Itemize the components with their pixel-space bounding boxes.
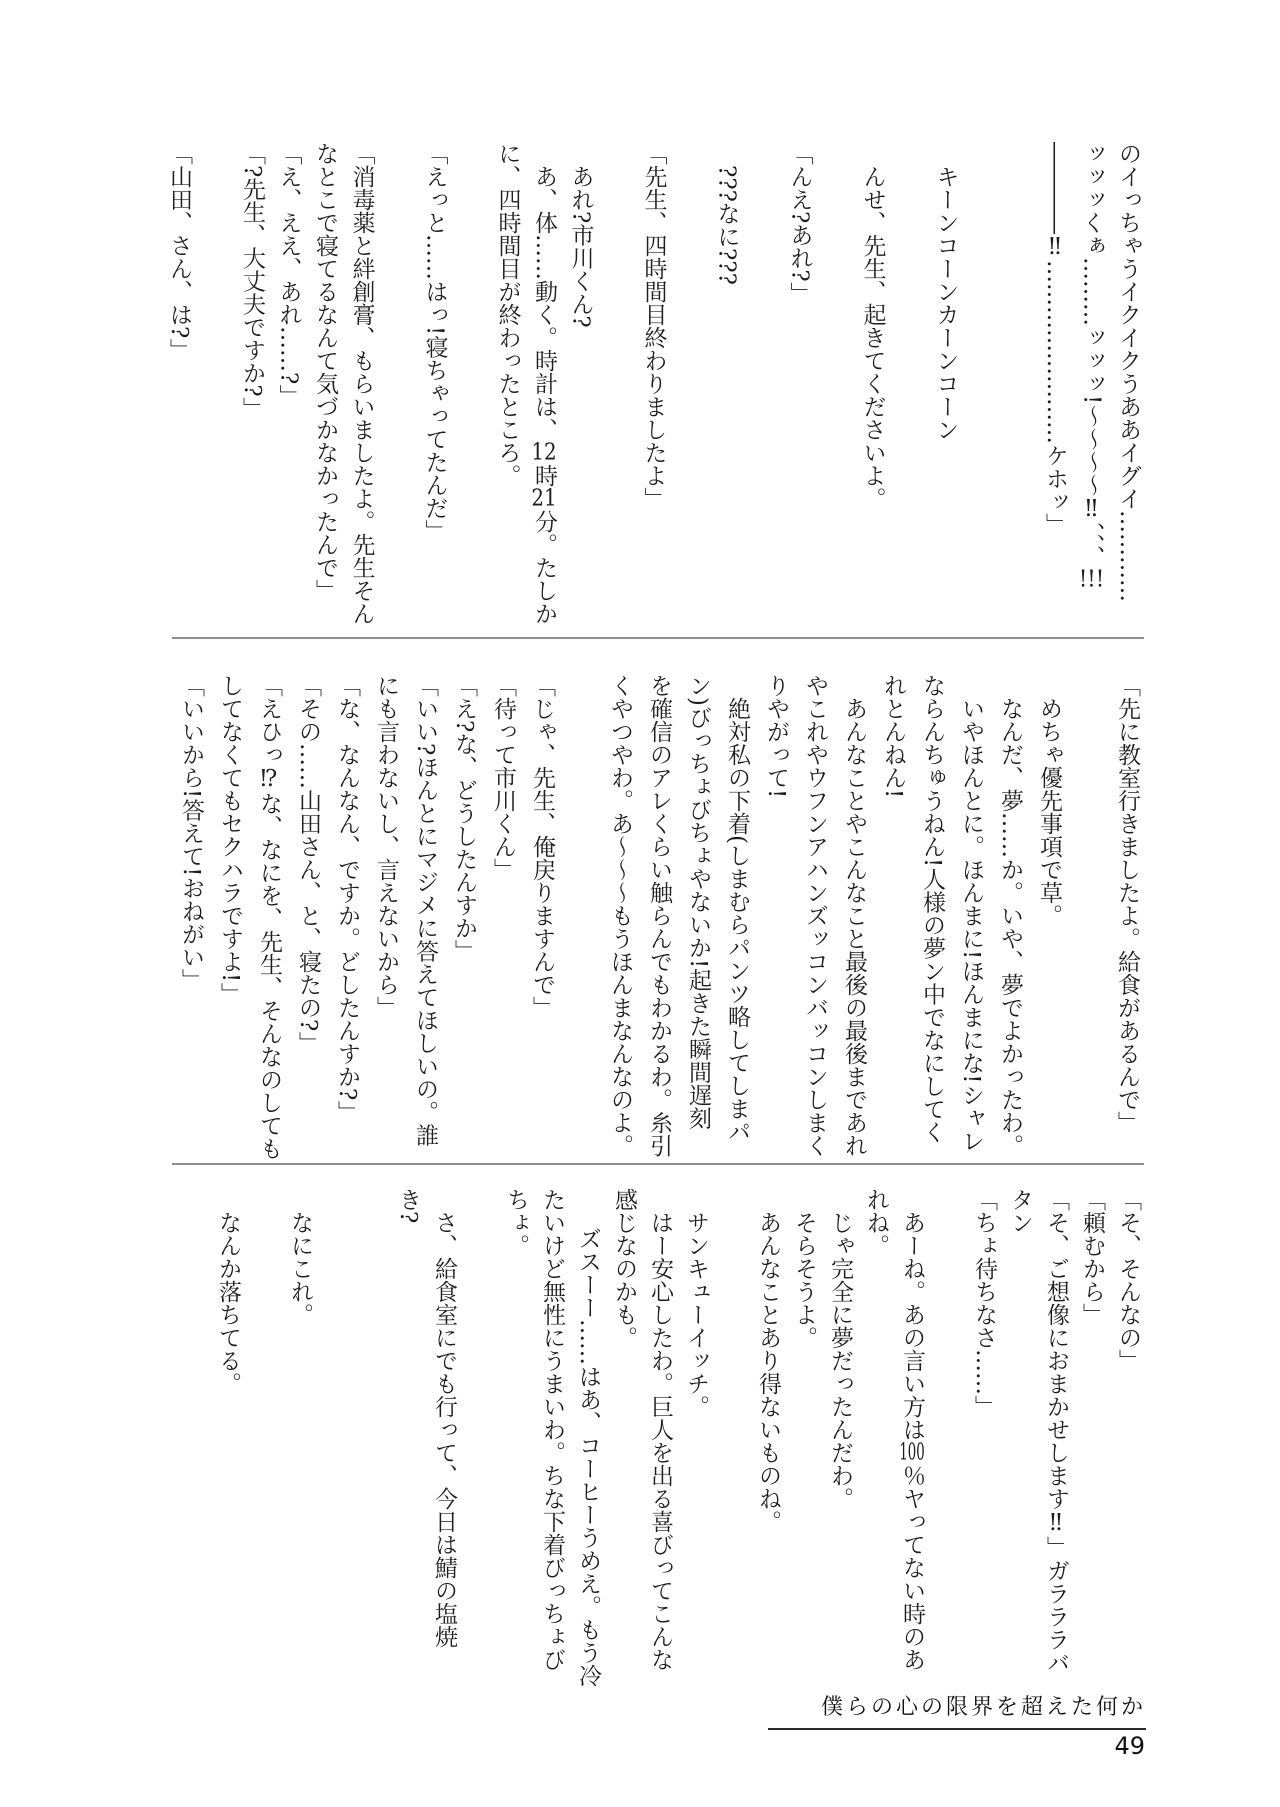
text-column: してなくてもセクハラですよ!」 <box>217 674 243 1006</box>
text-column: 感じなのかも。 <box>611 1188 637 1349</box>
blank-column <box>745 142 782 639</box>
text-column: ならんちゅうねん!人様の夢ン中でなにしてく <box>919 674 945 1144</box>
book-title: 僕らの心の限界を超えた何か <box>768 1690 1146 1730</box>
page-number: 49 <box>1114 1732 1145 1760</box>
text-column: そらそうよ。 <box>791 1211 817 1349</box>
text-column: 「ちょ待ちなさ……」 <box>971 1188 997 1418</box>
text-column: れとんねん! <box>880 674 906 799</box>
text-column: たいけど無性にうまいわ。ちな下着びっちょび <box>539 1188 565 1671</box>
blank-column <box>197 142 234 639</box>
text-column: 「えひっ⁉な、なにを、先生、そんなのしても <box>256 674 282 1160</box>
text-column: 「んえ?あれ?」 <box>786 142 813 305</box>
text-column: ???なに??? <box>713 165 740 285</box>
text-column: めちゃ優先事項で草。 <box>1036 697 1062 927</box>
text-column: ――――‼……………………ケホッ」 <box>1042 142 1068 536</box>
text-column: 「な、なんなん、ですか。どしたんすか?」 <box>334 674 360 1124</box>
text-column: んせ、先生、起きてくださいよ。 <box>859 165 886 510</box>
text-column: くやつやわ。あ〜〜〜もうほんまなんなのよ。 <box>607 674 633 1157</box>
text-column: にも言わないし、言えないから」 <box>373 674 399 1019</box>
text-column: なとこで寝てるなんて気づかなかったんで」 <box>312 142 338 602</box>
text-column: あんなことあり得ないものね。 <box>755 1211 781 1533</box>
text-column: 「いい?ほんとにマジメに答えてほしいの。誰 <box>412 674 438 1147</box>
text-section-dream-realization <box>171 674 1146 1163</box>
text-column: なんか落ちてる。 <box>215 1211 241 1395</box>
blank-column <box>561 674 600 1163</box>
text-column: れね。 <box>863 1188 889 1257</box>
text-column: 「じゃ、先生、俺戻りますんで」 <box>529 674 555 1019</box>
text-column: 「え、ええ、あれ……?」 <box>275 142 302 408</box>
blank-column <box>462 1188 498 1670</box>
blank-column <box>1000 142 1037 639</box>
text-column: サンキューイッチ。 <box>683 1211 709 1418</box>
blank-column <box>318 1188 354 1670</box>
text-column: あーね。あの言い方は100％ヤってない時のあ <box>899 1211 925 1671</box>
blank-column <box>818 142 855 639</box>
text-column: 「待って市川くん」 <box>490 674 516 881</box>
text-section-aftermath <box>210 1188 1146 1688</box>
blank-column <box>714 1188 750 1670</box>
text-column: 「えっと……はっ!寝ちゃってたんだ」 <box>421 142 448 543</box>
text-column: 「先に教室行きましたよ。給食があるんで」 <box>1114 674 1140 1134</box>
blank-column <box>964 142 1001 639</box>
text-column: キーンコーンカーンコーン <box>932 165 959 441</box>
text-column: なんだ、夢……か。いや、夢でよかったわ。 <box>997 697 1023 1157</box>
text-section-bell-scene <box>161 142 1147 639</box>
text-column: あ、体……動く。時計は、12時21分。たしか <box>531 165 557 625</box>
text-column: はー安心したわ。巨人を出る喜びってこんな <box>647 1211 673 1671</box>
text-column: 「頼むから」 <box>1079 1188 1105 1326</box>
text-column: 「その……山田さん、と、寝たの?」 <box>295 674 321 1055</box>
text-column: やこれやウフンアハンズッコンバッコンしまく <box>802 674 828 1157</box>
text-column: を確信のアレくらい触らんでもわかるわ。糸引 <box>646 674 672 1157</box>
text-column: 「先生、四時間目終わりましたよ」 <box>640 142 667 510</box>
text-column: き? <box>395 1188 421 1224</box>
text-column: 「?先生、大丈夫ですか?」 <box>239 142 265 420</box>
text-column: 「いいから!答えて!おねがい」 <box>178 674 204 992</box>
blank-column <box>891 142 928 639</box>
blank-column <box>354 1188 390 1670</box>
text-column: 「消毒薬と絆創膏、もらいましたよ。先生そん <box>348 142 375 625</box>
blank-column <box>1068 674 1107 1163</box>
text-column: じゃ完全に夢だったんだわ。 <box>827 1211 853 1510</box>
text-column: のイっちゃうイクイクうああイグイ………… <box>1115 142 1141 602</box>
text-column: ッッッくぁ………ッッッ!〜〜〜〜‼、、、!!! <box>1078 142 1105 592</box>
blank-column <box>380 142 417 639</box>
section-divider-2 <box>172 1163 1144 1165</box>
text-column: 「そ、ご想像におまかせします‼」ガラララバ <box>1043 1188 1069 1674</box>
text-column: 「そ、そんなの」 <box>1115 1188 1141 1372</box>
text-column: いやほんとに。ほんまに!ほんまにな!シャレ <box>958 697 984 1153</box>
text-column: あんなことやこんなこと最後の最後まであれ <box>841 697 867 1157</box>
text-column: 「山田、さん、は?」 <box>166 142 192 362</box>
text-column: ズスーー……はあ、コーヒーうめえ。もう冷 <box>575 1227 601 1688</box>
text-column: ン)びっちょびちょやないか!起きた瞬間遅刻 <box>685 674 711 1130</box>
text-column: なにこれ。 <box>287 1211 313 1326</box>
text-column: りやがって! <box>763 674 789 799</box>
text-column: あれ?市川くん? <box>567 165 594 328</box>
blank-column <box>599 142 636 639</box>
blank-column <box>672 142 709 639</box>
blank-column <box>930 1188 966 1670</box>
blank-column <box>246 1188 282 1670</box>
text-column: ちょ。 <box>503 1188 529 1257</box>
text-column: さ、給食室にでも行って、今日は鯖の塩焼 <box>431 1211 457 1648</box>
text-column: に、四時間目が終わったところ。 <box>494 142 521 487</box>
text-column: 絶対私の下着(しまむらパンツ略してしまパ <box>724 697 750 1143</box>
blank-column <box>453 142 490 639</box>
section-divider-1 <box>172 637 1144 639</box>
text-column: タン <box>1007 1188 1033 1234</box>
text-column: 「え?な、どうしたんすか」 <box>451 674 477 963</box>
